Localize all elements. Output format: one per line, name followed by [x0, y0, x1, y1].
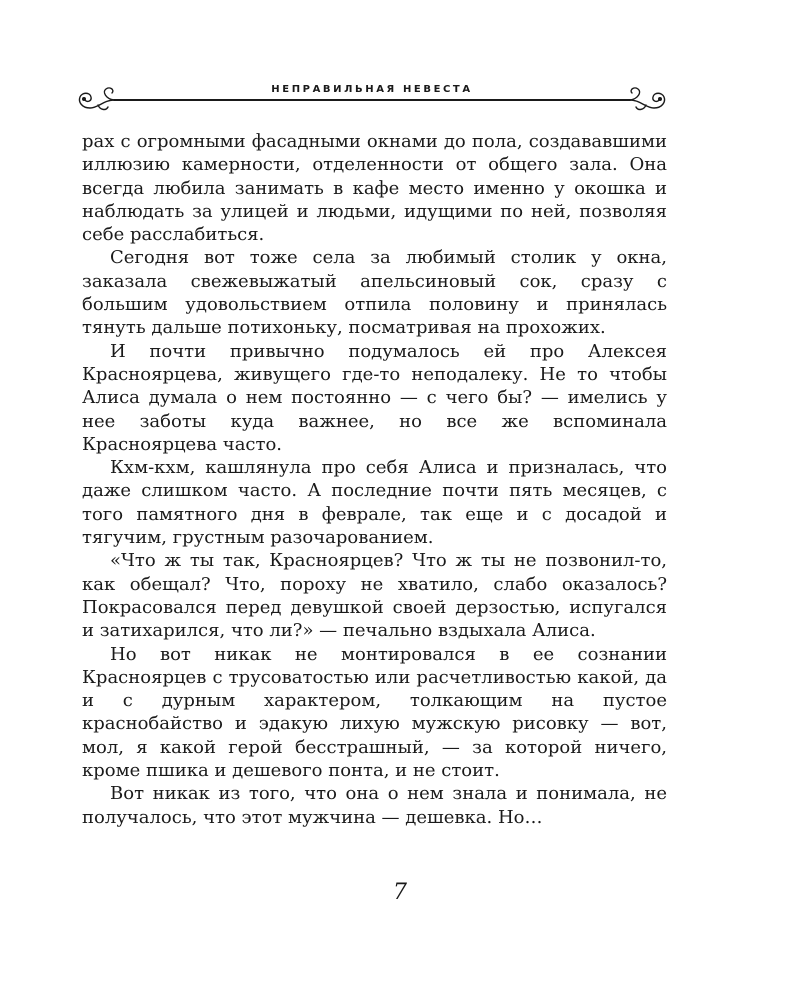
- paragraph: Сегодня вот тоже села за любимый столик у окна, заказала свежевыжатый апельсиновый сок, сразу с большим удовольствием отпила половину и принялась тянуть дальше потихоньку, посматривая на прохожих.: [82, 247, 667, 339]
- main-text: [82, 130, 667, 829]
- paragraph: И почти привычно подумалось ей про Алексея Краснoярцева, живущего где-то неподалеку. Не то чтобы Алиса думала о нем постоянно — с чего бы? — имелись у нее заботы куда важнее, но все же вспоминала Красноярцева часто.: [82, 340, 667, 455]
- paragraph: Но вот никак не монтировался в ее сознании Красноярцев с трусоватостью или расчетливостью какой, да и с дурным характером, толкающим на пустое краснобайство и эдакую лихую мужскую рисовку — вот, мол, я какой герой бесстрашный, — за которой ничего, кроме пшика и дешевого понта, и не стоит.: [82, 643, 667, 782]
- paragraph: Кхм-кхм, кашлянула про себя Алиса и призналась, что даже слишком часто. А последние почти пять месяцев, с того памятного дня в феврале, так еще и с досадой и тягучим, грустным разочарованием.: [82, 457, 667, 549]
- paragraph: «Что ж ты так, Красноярцев? Что ж ты не позвонил-то, как обещал? Что, пороху не хватило, слабо оказалось? Покрасовался перед девушкой своей дерзостью, испугался и затихарился, что ли?» — печально вздыхала Алиса.: [82, 550, 667, 642]
- paragraph: Вот никак из того, что она о нем знала и понимала, не получалось, что этот мужчина — дешевка. Но…: [82, 783, 667, 828]
- running-title: НЕПРАВИЛЬНАЯ НЕВЕСТА: [271, 84, 473, 95]
- running-header: [76, 78, 668, 118]
- paragraph: рах с огромными фасадными окнами до пола, создававшими иллюзию камерности, отделенности от общего зала. Она всегда любила занимать в кафе место именно у окошка и наблюдать за улицей и людьми, идущими по ней, позволяя себе расслабиться.: [82, 131, 667, 246]
- page-number: 7: [393, 880, 407, 905]
